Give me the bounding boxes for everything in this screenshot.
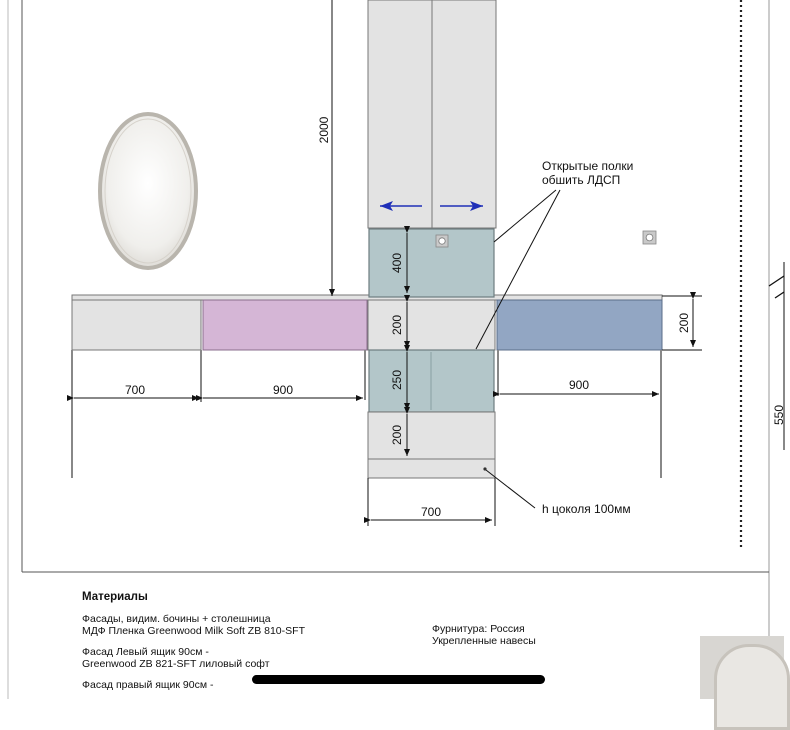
photo-thumbnail[interactable]: [700, 636, 784, 699]
dim-2000: 2000: [317, 116, 331, 144]
dim-900-left: 900: [272, 383, 294, 397]
dim-200-right: 200: [677, 312, 691, 334]
plinth: [368, 459, 495, 478]
horizontal-scrollbar[interactable]: [252, 675, 545, 684]
arch-mirror-photo: [714, 644, 790, 730]
materials-title: Материалы: [82, 591, 148, 603]
dim-700-left: 700: [124, 383, 146, 397]
facades-line1: Фасады, видим. бочины + столешница: [82, 613, 271, 625]
tabletop: [72, 295, 662, 300]
callout-open-shelves-line2: обшить ЛДСП: [542, 173, 621, 187]
lower-open-shelf: [369, 350, 494, 412]
left-drawer-line2: Greenwood ZB 821-SFT лиловый софт: [82, 658, 270, 670]
oval-mirror: [100, 114, 196, 268]
bottom-block: [368, 412, 495, 459]
socket-icon: [436, 235, 448, 247]
callout-plinth: h цоколя 100мм: [542, 502, 631, 516]
dim-400: 400: [390, 252, 404, 274]
fittings-line1: Фурнитура: Россия: [432, 623, 525, 635]
dim-900-right: 900: [568, 378, 590, 392]
left-drawer-line1: Фасад Левый ящик 90см -: [82, 646, 209, 658]
callout-open-shelves-line1: Открытые полки: [542, 159, 634, 173]
fittings-line2: Укрепленные навесы: [432, 635, 536, 647]
dim-700-cabinet: 700: [420, 505, 442, 519]
facades-line2: МДФ Пленка Greenwood Milk Soft ZB 810-SFT: [82, 625, 305, 637]
upper-open-shelf: [369, 229, 494, 297]
left-drawer: [72, 300, 201, 350]
socket-icon: [643, 231, 656, 244]
right-drawer-line1: Фасад правый ящик 90см -: [82, 679, 214, 691]
dim-550: 550: [772, 404, 786, 426]
fittings-section: [432, 623, 536, 647]
wardrobe-upper: [368, 0, 496, 228]
center-drawer: [368, 300, 495, 350]
lilac-drawer: [203, 300, 367, 350]
dim-200-console: 200: [390, 314, 404, 336]
dim-200-bottom: 200: [390, 424, 404, 446]
dim-250: 250: [390, 369, 404, 391]
blue-drawer: [497, 300, 662, 350]
